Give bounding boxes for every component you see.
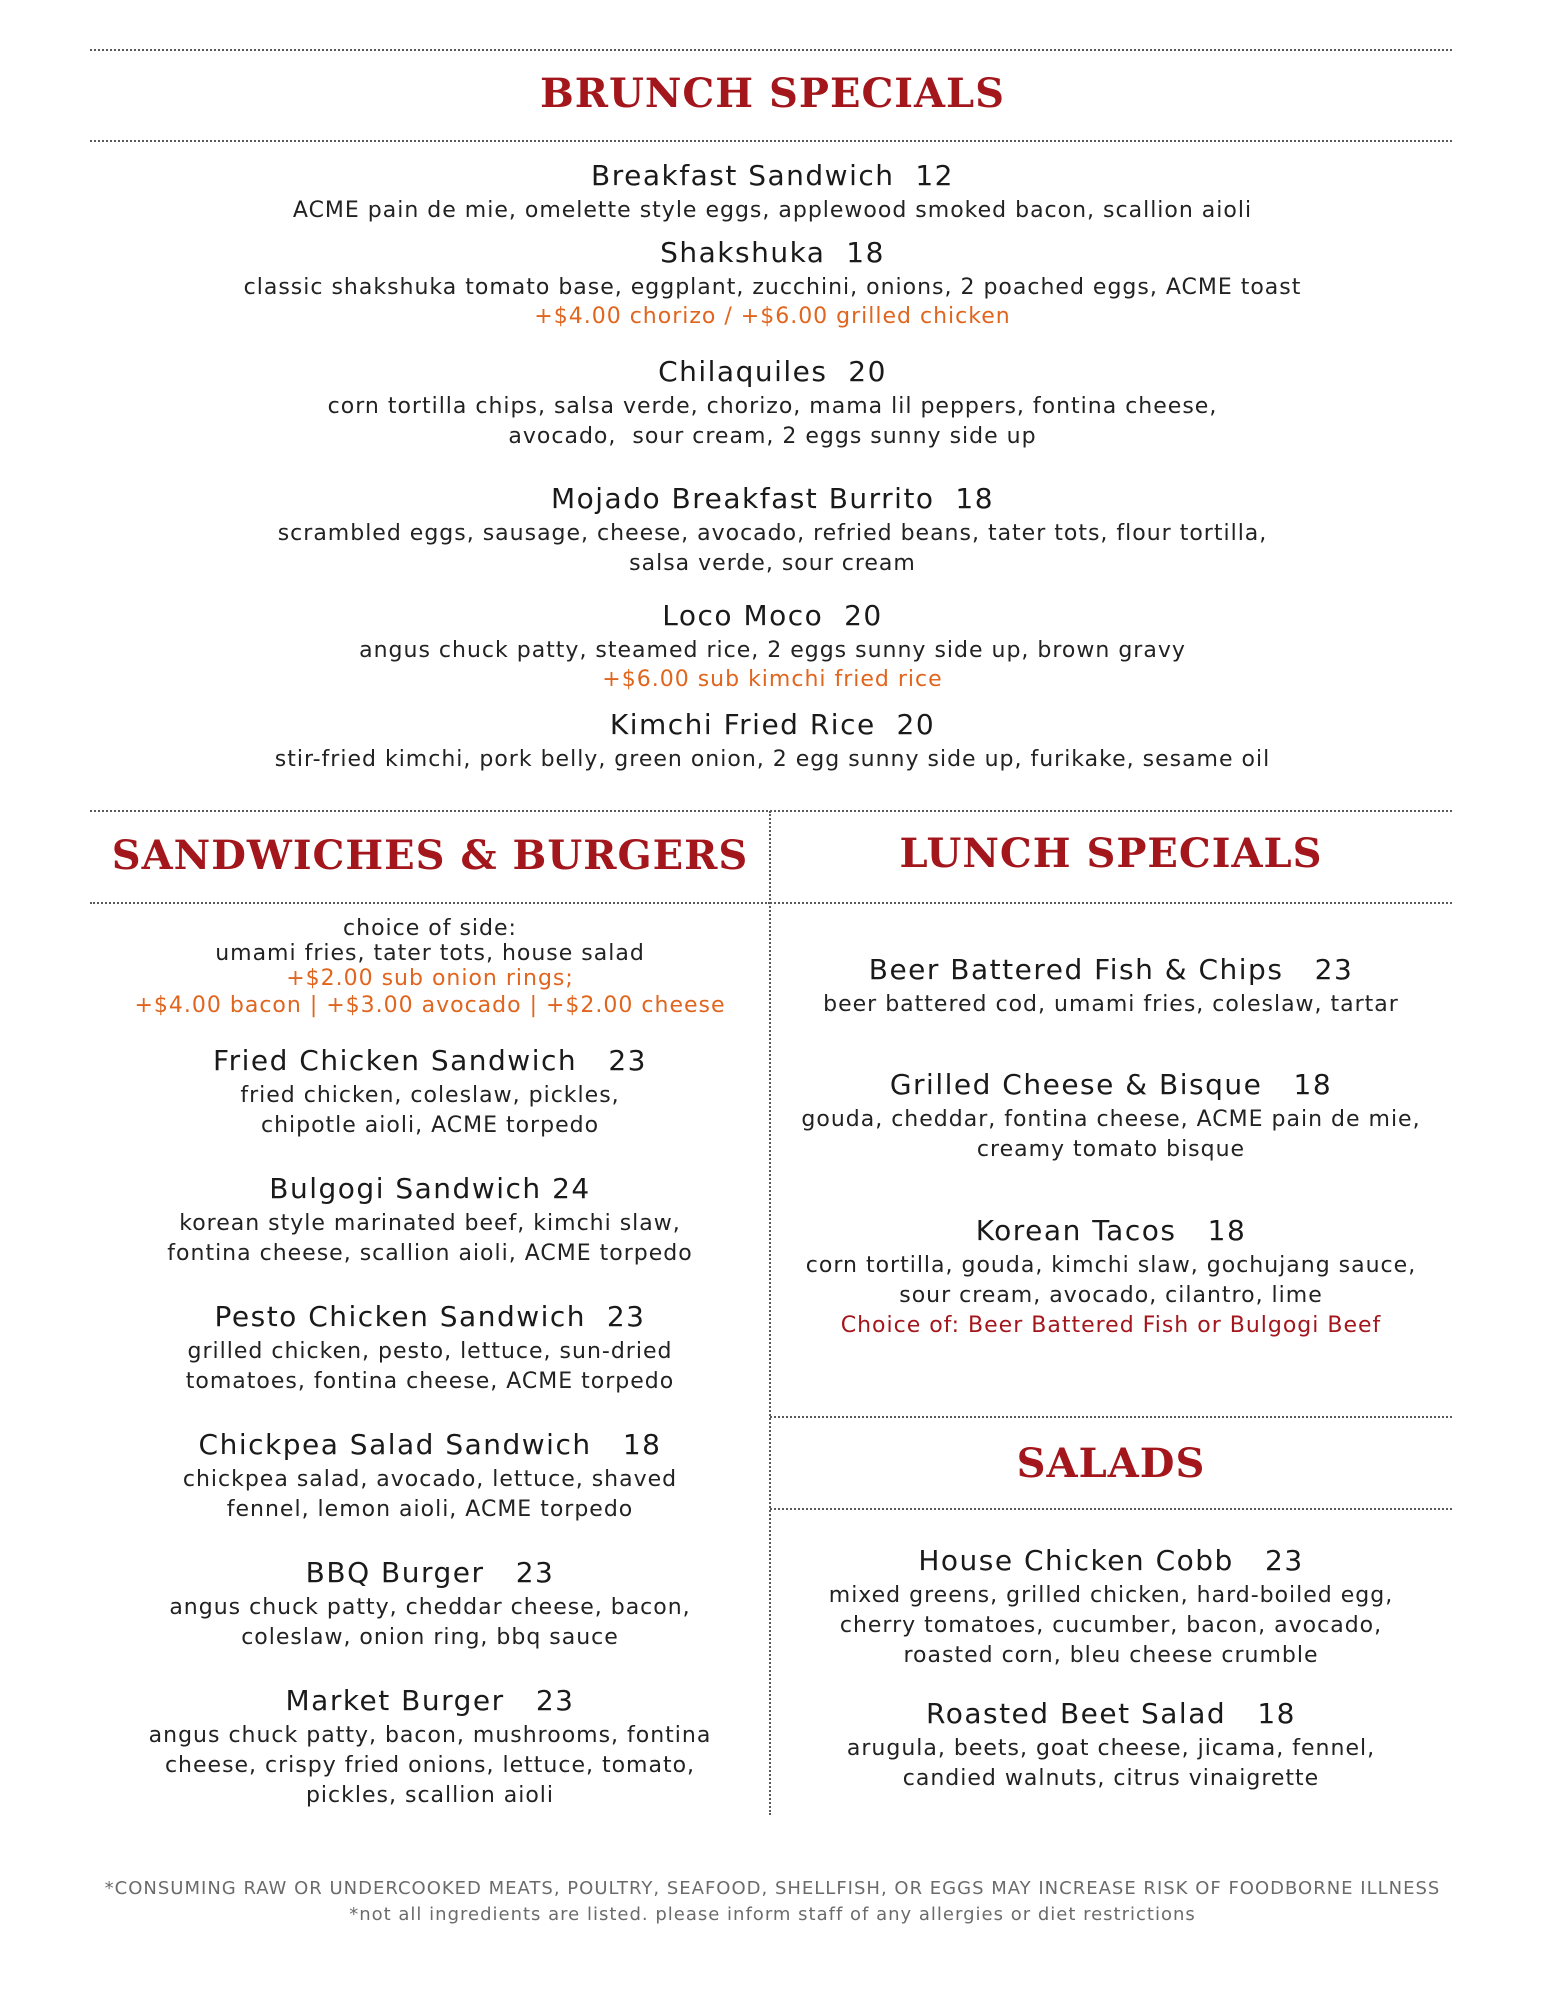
menu-item-chickpea-salad-sandwich xyxy=(90,1425,770,1525)
item-price: 12 xyxy=(915,159,954,192)
menu-item-grilled-cheese-bisque xyxy=(770,1065,1452,1165)
item-choice: Choice of: Beer Battered Fish or Bulgogi Beef xyxy=(840,1313,1382,1338)
menu-item-pesto-chicken-sandwich xyxy=(90,1297,770,1397)
divider-top xyxy=(90,49,1452,51)
item-name: Korean Tacos 18 xyxy=(975,1214,1247,1247)
footer xyxy=(0,1876,1545,1928)
item-desc: fontina cheese, scallion aioli, ACME torpedo xyxy=(167,1241,693,1266)
lunch-title: LUNCH SPECIALS xyxy=(899,830,1323,877)
item-desc: fennel, lemon aioli, ACME torpedo xyxy=(226,1497,634,1522)
item-desc: roasted corn, bleu cheese crumble xyxy=(903,1643,1319,1668)
divider-brunch-title xyxy=(90,140,1452,142)
item-desc: sour cream, avocado, cilantro, lime xyxy=(899,1283,1323,1308)
item-name: Mojado Breakfast Burrito 18 xyxy=(550,482,995,515)
item-desc: tomatoes, fontina cheese, ACME torpedo xyxy=(185,1369,675,1394)
item-desc: pickles, scallion aioli xyxy=(305,1783,555,1808)
item-price: 23 xyxy=(535,1684,575,1717)
menu-item-kimchi-fried-rice xyxy=(0,705,1545,775)
item-price: 20 xyxy=(848,355,887,388)
menu-item-loco-moco xyxy=(0,596,1545,694)
item-name: Beer Battered Fish & Chips 23 xyxy=(868,953,1354,986)
item-name: Pesto Chicken Sandwich 23 xyxy=(214,1300,646,1333)
item-price: 18 xyxy=(622,1428,662,1461)
item-desc: beer battered cod, umami fries, coleslaw, tartar xyxy=(823,992,1399,1017)
side-intro: choice of side: xyxy=(343,916,517,941)
brunch-title: BRUNCH SPECIALS xyxy=(539,70,1006,117)
side-addon: +$4.00 bacon | +$3.00 avocado | +$2.00 cheese xyxy=(134,993,726,1018)
item-name: Grilled Cheese & Bisque 18 xyxy=(889,1068,1333,1101)
item-price: 18 xyxy=(1257,1697,1296,1730)
item-desc: candied walnuts, citrus vinaigrette xyxy=(902,1766,1320,1791)
side-addon: +$2.00 sub onion rings; xyxy=(286,966,574,991)
item-name: Roasted Beet Salad 18 xyxy=(926,1697,1296,1730)
side-options xyxy=(90,916,770,1021)
divider-brunch-bottom xyxy=(90,810,1452,812)
item-desc: corn tortilla chips, salsa verde, chorizo, mama lil peppers, fontina cheese, xyxy=(327,394,1218,419)
item-price: 24 xyxy=(552,1172,591,1205)
item-desc: chickpea salad, avocado, lettuce, shaved xyxy=(182,1467,678,1492)
item-desc: cheese, crispy fried onions, lettuce, tomato, xyxy=(164,1753,696,1778)
item-price: 23 xyxy=(606,1300,646,1333)
item-price: 23 xyxy=(1265,1544,1304,1577)
menu-item-house-chicken-cobb xyxy=(770,1541,1452,1671)
item-desc: mixed greens, grilled chicken, hard-boiled egg, xyxy=(828,1583,1394,1608)
item-desc: classic shakshuka tomato base, eggplant, zucchini, onions, 2 poached eggs, ACME toast xyxy=(243,275,1302,300)
item-desc: arugula, beets, goat cheese, jicama, fennel, xyxy=(846,1736,1376,1761)
item-price: 20 xyxy=(844,599,883,632)
item-desc: stir-fried kimchi, pork belly, green onion, 2 egg sunny side up, furikake, sesame oil xyxy=(274,747,1271,772)
item-price: 23 xyxy=(608,1044,647,1077)
salads-title: SALADS xyxy=(1016,1440,1206,1487)
item-price: 18 xyxy=(1207,1214,1247,1247)
item-price: 20 xyxy=(896,708,936,741)
item-desc: corn tortilla, gouda, kimchi slaw, gochujang sauce, xyxy=(805,1253,1417,1278)
item-name: Chickpea Salad Sandwich 18 xyxy=(198,1428,662,1461)
item-name: Loco Moco 20 xyxy=(662,599,883,632)
item-desc: gouda, cheddar, fontina cheese, ACME pain de mie, xyxy=(801,1107,1421,1132)
item-price: 23 xyxy=(1314,953,1354,986)
footer-warning: *CONSUMING RAW OR UNDERCOOKED MEATS, POULTRY, SEAFOOD, SHELLFISH, OR EGGS MAY INCREASE RISK OF FOODBORNE ILLNESS xyxy=(104,1878,1441,1899)
item-desc: chipotle aioli, ACME torpedo xyxy=(260,1113,600,1138)
item-desc: creamy tomato bisque xyxy=(976,1137,1246,1162)
item-name: Market Burger 23 xyxy=(285,1684,575,1717)
item-desc: angus chuck patty, bacon, mushrooms, fontina xyxy=(148,1723,712,1748)
side-list: umami fries, tater tots, house salad xyxy=(215,941,645,966)
menu-item-bbq-burger xyxy=(90,1553,770,1653)
menu-item-fried-chicken-sandwich xyxy=(90,1041,770,1141)
menu-item-roasted-beet-salad xyxy=(770,1694,1452,1794)
menu-item-chilaquiles xyxy=(0,352,1545,452)
sandwiches-title: SANDWICHES & BURGERS xyxy=(111,832,749,879)
divider-lunch-bottom xyxy=(770,1416,1452,1418)
item-desc: korean style marinated beef, kimchi slaw, xyxy=(179,1211,681,1236)
item-name: Fried Chicken Sandwich 23 xyxy=(213,1044,647,1077)
item-price: 18 xyxy=(955,482,995,515)
divider-lunch-title xyxy=(770,902,1452,904)
item-name: Shakshuka 18 xyxy=(660,236,885,269)
item-desc: angus chuck patty, steamed rice, 2 eggs sunny side up, brown gravy xyxy=(359,638,1186,663)
menu-item-fish-and-chips xyxy=(770,950,1452,1020)
menu-item-shakshuka xyxy=(0,233,1545,331)
divider-salads-title xyxy=(770,1508,1452,1510)
item-desc: avocado, sour cream, 2 eggs sunny side up xyxy=(508,424,1037,449)
menu-item-breakfast-sandwich xyxy=(0,156,1545,226)
item-name: Breakfast Sandwich 12 xyxy=(591,159,954,192)
item-price: 18 xyxy=(1293,1068,1333,1101)
item-name: BBQ Burger 23 xyxy=(305,1556,555,1589)
menu-item-korean-tacos xyxy=(770,1211,1452,1341)
item-desc: fried chicken, coleslaw, pickles, xyxy=(240,1083,620,1108)
item-desc: cherry tomatoes, cucumber, bacon, avocado, xyxy=(839,1613,1383,1638)
item-desc: grilled chicken, pesto, lettuce, sun-dried xyxy=(187,1339,673,1364)
item-desc: ACME pain de mie, omelette style eggs, applewood smoked bacon, scallion aioli xyxy=(292,198,1253,223)
item-desc: scrambled eggs, sausage, cheese, avocado, refried beans, tater tots, flour tortilla, xyxy=(277,521,1268,546)
item-desc: salsa verde, sour cream xyxy=(629,551,916,576)
item-name: Chilaquiles 20 xyxy=(658,355,887,388)
footer-note: *not all ingredients are listed. please inform staff of any allergies or diet restrictions xyxy=(349,1904,1196,1925)
item-name: House Chicken Cobb 23 xyxy=(918,1544,1304,1577)
item-addon: +$4.00 chorizo / +$6.00 grilled chicken xyxy=(534,304,1011,329)
item-price: 23 xyxy=(515,1556,555,1589)
item-name: Bulgogi Sandwich 24 xyxy=(269,1172,591,1205)
divider-sandwiches-title xyxy=(90,902,770,904)
menu-item-market-burger xyxy=(90,1681,770,1811)
menu-item-mojado-burrito xyxy=(0,479,1545,579)
item-price: 18 xyxy=(846,236,885,269)
item-desc: angus chuck patty, cheddar cheese, bacon, xyxy=(169,1595,691,1620)
item-name: Kimchi Fried Rice 20 xyxy=(609,708,936,741)
item-desc: coleslaw, onion ring, bbq sauce xyxy=(241,1625,619,1650)
item-addon: +$6.00 sub kimchi fried rice xyxy=(602,667,943,692)
menu-item-bulgogi-sandwich xyxy=(90,1169,770,1269)
